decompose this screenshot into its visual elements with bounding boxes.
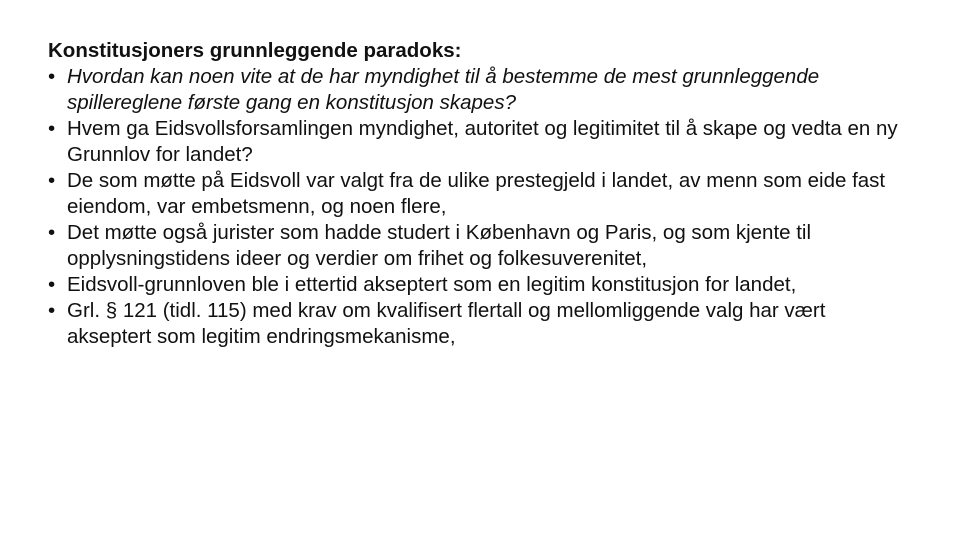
bullet-dot-icon: • xyxy=(48,299,56,322)
bullet-text: Hvem ga Eidsvollsforsamlingen myndighet, autoritet og legitimitet til å skape og vedta en ny Grunnlov for landet? xyxy=(67,117,898,166)
bullet-text: Hvordan kan noen vite at de har myndighet til å bestemme de mest grunnleggende spillereglene første gang en konstitusjon skapes? xyxy=(67,65,820,114)
bullet-dot-icon: • xyxy=(48,169,56,192)
bullet-item xyxy=(48,116,908,168)
bullet-item xyxy=(48,272,908,298)
bullet-text: De som møtte på Eidsvoll var valgt fra de ulike prestegjeld i landet, av menn som eide fast eiendom, var embetsmenn, og noen flere, xyxy=(67,169,886,218)
bullet-list xyxy=(48,64,908,350)
bullet-text: Grl. § 121 (tidl. 115) med krav om kvalifisert flertall og mellomliggende valg har vært akseptert som legitim endringsmekanisme, xyxy=(67,299,826,348)
bullet-dot-icon: • xyxy=(48,65,56,88)
bullet-item xyxy=(48,168,908,220)
bullet-dot-icon: • xyxy=(48,221,56,244)
slide-content xyxy=(48,38,908,350)
bullet-text: Det møtte også jurister som hadde studert i København og Paris, og som kjente til opplysningstidens ideer og verdier om frihet og folkesuverenitet, xyxy=(67,221,812,270)
bullet-item xyxy=(48,298,908,350)
bullet-text: Eidsvoll-grunnloven ble i ettertid akseptert som en legitim konstitusjon for landet, xyxy=(67,273,797,296)
bullet-dot-icon: • xyxy=(48,117,56,140)
bullet-item xyxy=(48,220,908,272)
bullet-dot-icon: • xyxy=(48,273,56,296)
slide-title: Konstitusjoners grunnleggende paradoks: xyxy=(48,39,462,62)
bullet-item xyxy=(48,64,908,116)
